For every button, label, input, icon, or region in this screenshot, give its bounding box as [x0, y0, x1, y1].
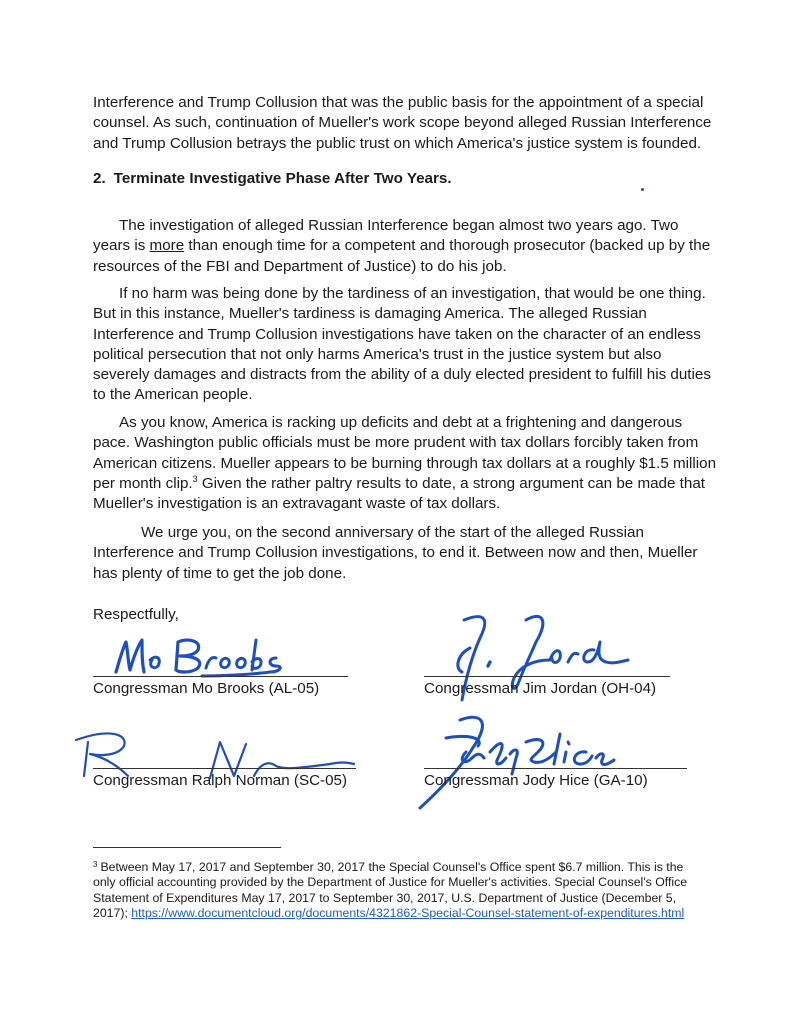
- closing-salutation: Respectfully,: [93, 606, 179, 623]
- signature-line: [424, 768, 687, 769]
- signature-line: [93, 768, 356, 769]
- emphasis-more: more: [149, 237, 185, 255]
- footnote-separator: [93, 847, 281, 848]
- ink-dot: [641, 188, 644, 191]
- signer-name: Congressman Jody Hice (GA-10): [424, 772, 648, 789]
- footnote-text: Between May 17, 2017 and September 30, 2017 the Special Counsel's Office spent $6.7 million. This is the only official accounting provided by the Department of Justice for Mueller's activities. Special Counsel's Office Statement of Expenditures May 17, 2017 to September 30, 2017, U.S. Department of Justice (December 5, 2017);: [93, 860, 688, 921]
- p2-text-end: than enough time for a competent and thorough prosecutor (backed up by the resources of the FBI and Department of Justice) to do his job.: [93, 237, 711, 275]
- signer-name: Congressman Jim Jordan (OH-04): [424, 680, 657, 697]
- signer-name: Congressman Mo Brooks (AL-05): [93, 680, 320, 697]
- section-title: Terminate Investigative Phase After Two Years.: [113, 170, 452, 187]
- p2-text-start: The investigation of alleged Russian Interference began almost two years ago. Two years is: [93, 217, 679, 255]
- signer-name: Congressman Ralph Norman (SC-05): [93, 772, 348, 789]
- paragraph-two-years: [93, 216, 718, 277]
- footnote: [93, 857, 705, 922]
- signature-line: [424, 676, 670, 677]
- signature-line: [93, 676, 348, 677]
- paragraph-deficits: [93, 413, 718, 514]
- section-heading: [93, 170, 452, 187]
- footnote-marker: 3: [93, 860, 98, 869]
- section-number: 2.: [93, 170, 106, 187]
- intro-paragraph: Interference and Trump Collusion that was the public basis for the appointment of a special counsel. As such, continuation of Mueller's work scope beyond alleged Russian Interference and Trump Collusion betrays the public trust on which America's justice system is founded.: [93, 94, 712, 152]
- signature-jody-hice: [410, 712, 620, 816]
- p4-text-start: As you know, America is racking up deficits and debt at a frightening and dangerous pace. Washington public officials must be more prudent with tax dollars forcibly taken from American citizens. Mueller appears to be burning through tax dollars at a roughly $1.5 million per month clip.: [93, 414, 717, 492]
- signature-mo-brooks: [106, 628, 336, 680]
- p4-text-end: Given the rather paltry results to date, a strong argument can be made that Mueller's investigation is an extravagant waste of tax dollars.: [93, 474, 705, 512]
- paragraph-urge: We urge you, on the second anniversary of the start of the alleged Russian Interference and Trump Collusion investigations, to end it. Between now and then, Mueller has plenty of time to get the job done.: [93, 524, 698, 582]
- footnote-link[interactable]: https://www.documentcloud.org/documents/4321862-Special-Counsel-statement-of-expenditures.html: [131, 906, 685, 921]
- paragraph-harm: If no harm was being done by the tardiness of an investigation, that would be one thing. But in this instance, Mueller's tardiness is damaging America. The alleged Russian Interference and Trump Collusion investigations have taken on the character of an endless political persecution that not only harms America's trust in the justice system but also severely damages and distracts from the ability of a duly elected president to fulfill his duties to the American people.: [93, 285, 711, 404]
- footnote-reference[interactable]: 3: [192, 473, 198, 484]
